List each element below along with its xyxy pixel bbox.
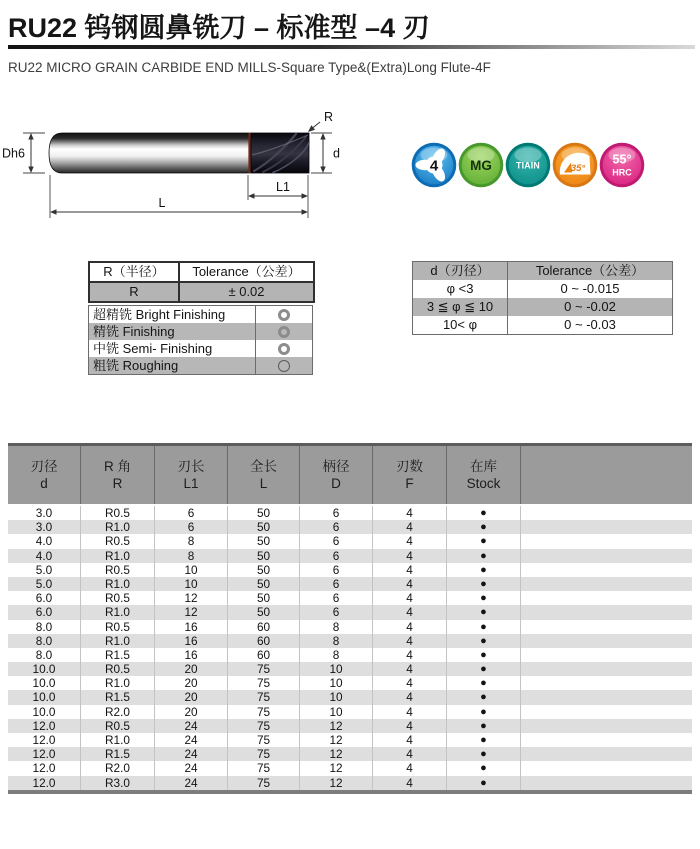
spec-cell-empty bbox=[521, 733, 692, 747]
spec-column-header bbox=[521, 446, 692, 504]
spec-column-header bbox=[155, 446, 228, 504]
finishing-grade-label: 粗铣 Roughing bbox=[93, 358, 179, 373]
spec-cell: 6 bbox=[300, 577, 373, 591]
spec-cell: 12.0 bbox=[8, 719, 81, 733]
stock-dot: ● bbox=[447, 506, 521, 520]
spec-row bbox=[8, 676, 692, 690]
spec-table bbox=[8, 443, 692, 794]
spec-column-header-en: L bbox=[259, 476, 268, 491]
spec-cell-empty bbox=[521, 577, 692, 591]
spec-cell: 12 bbox=[155, 605, 228, 619]
spec-cell: 6 bbox=[300, 605, 373, 619]
spec-row bbox=[8, 705, 692, 719]
radius-tolerance-table bbox=[88, 261, 315, 303]
diameter-range-cell: 3 ≦ φ ≦ 10 bbox=[413, 298, 508, 316]
spec-cell: R1.5 bbox=[81, 690, 155, 704]
spec-column-header-cn: 刃数 bbox=[396, 459, 423, 474]
spec-cell: 50 bbox=[228, 506, 300, 520]
spec-cell: 16 bbox=[155, 634, 228, 648]
tolerance-header-cell: Tolerance（公差） bbox=[535, 263, 645, 278]
spec-cell: 4 bbox=[373, 605, 447, 619]
spec-row bbox=[8, 648, 692, 662]
spec-cell: 24 bbox=[155, 719, 228, 733]
stock-dot: ● bbox=[447, 520, 521, 534]
spec-row bbox=[8, 506, 692, 520]
spec-cell: R1.0 bbox=[81, 676, 155, 690]
spec-column-header-cn: 在库 bbox=[470, 459, 497, 474]
spec-column-header bbox=[447, 446, 521, 504]
coating-label: TIAIN bbox=[516, 160, 540, 171]
stock-dot: ● bbox=[447, 662, 521, 676]
spec-cell-empty bbox=[521, 620, 692, 634]
title-rule bbox=[8, 45, 695, 49]
spec-column-header bbox=[300, 446, 373, 504]
spec-table-header bbox=[8, 446, 692, 506]
spec-cell-empty bbox=[521, 634, 692, 648]
spec-cell: R1.0 bbox=[81, 520, 155, 534]
diameter-tolerance-row bbox=[413, 280, 672, 298]
spec-cell: 6 bbox=[300, 520, 373, 534]
tolerance-value-cell: 0 ~ -0.015 bbox=[560, 281, 620, 296]
spec-cell-empty bbox=[521, 534, 692, 548]
spec-cell: 4 bbox=[373, 549, 447, 563]
spec-row bbox=[8, 747, 692, 761]
spec-row bbox=[8, 690, 692, 704]
spec-cell: 20 bbox=[155, 690, 228, 704]
spec-cell: 10.0 bbox=[8, 662, 81, 676]
spec-cell: 12 bbox=[300, 733, 373, 747]
finishing-grade-label: 中铣 Semi- Finishing bbox=[93, 341, 213, 356]
spec-cell: 4 bbox=[373, 506, 447, 520]
finishing-row bbox=[89, 306, 312, 323]
spec-cell: 4 bbox=[373, 662, 447, 676]
spec-column-header-cn: 全长 bbox=[250, 459, 277, 474]
spec-cell: R1.5 bbox=[81, 747, 155, 761]
label-corner-radius: R bbox=[324, 110, 334, 124]
spec-cell: 75 bbox=[228, 690, 300, 704]
radius-tolerance-header-row bbox=[90, 263, 313, 283]
spec-column-header-cn: R 角 bbox=[104, 459, 131, 474]
stock-dot: ● bbox=[447, 620, 521, 634]
spec-cell: 4 bbox=[373, 733, 447, 747]
stock-dot: ● bbox=[447, 534, 521, 548]
spec-cell: 8.0 bbox=[8, 634, 81, 648]
spec-cell: 8 bbox=[155, 549, 228, 563]
label-shank-diameter: Dh6 bbox=[2, 146, 25, 161]
spec-cell: 60 bbox=[228, 620, 300, 634]
spec-cell: R1.0 bbox=[81, 605, 155, 619]
spec-cell-empty bbox=[521, 605, 692, 619]
spec-cell: 4 bbox=[373, 648, 447, 662]
spec-cell: 4 bbox=[373, 520, 447, 534]
spec-cell: R0.5 bbox=[81, 506, 155, 520]
tolerance-header-cell: Tolerance（公差） bbox=[192, 264, 301, 279]
spec-cell: 75 bbox=[228, 761, 300, 775]
double-circle-icon bbox=[278, 343, 290, 355]
spec-cell: 50 bbox=[228, 534, 300, 548]
spec-cell: 12 bbox=[300, 776, 373, 790]
spec-cell-empty bbox=[521, 662, 692, 676]
spec-cell-empty bbox=[521, 520, 692, 534]
tolerance-value-cell: 0 ~ -0.02 bbox=[564, 299, 616, 314]
spec-row bbox=[8, 549, 692, 563]
spec-cell: R0.5 bbox=[81, 563, 155, 577]
spec-cell: 24 bbox=[155, 776, 228, 790]
spec-cell: 24 bbox=[155, 761, 228, 775]
spec-cell: 75 bbox=[228, 733, 300, 747]
spec-cell: 4 bbox=[373, 563, 447, 577]
spec-cell: 6 bbox=[300, 563, 373, 577]
spec-cell: 4 bbox=[373, 577, 447, 591]
stock-dot: ● bbox=[447, 634, 521, 648]
spec-cell: 10 bbox=[155, 563, 228, 577]
diameter-range-cell: φ <3 bbox=[413, 280, 508, 298]
spec-cell: 50 bbox=[228, 520, 300, 534]
spec-cell: 10.0 bbox=[8, 690, 81, 704]
finishing-row bbox=[89, 340, 312, 357]
spec-row bbox=[8, 591, 692, 605]
finishing-symbol-cell bbox=[255, 323, 312, 340]
spec-column-header bbox=[373, 446, 447, 504]
spec-cell-empty bbox=[521, 648, 692, 662]
tolerance-value-cell: 0 ~ -0.03 bbox=[564, 317, 616, 332]
spec-cell: 8.0 bbox=[8, 648, 81, 662]
spec-cell: 8 bbox=[155, 534, 228, 548]
spec-cell: 50 bbox=[228, 605, 300, 619]
spec-cell-empty bbox=[521, 747, 692, 761]
spec-cell: 12 bbox=[155, 591, 228, 605]
spec-cell: 4 bbox=[373, 690, 447, 704]
radius-tolerance-data-row bbox=[90, 283, 313, 301]
spec-cell: 60 bbox=[228, 634, 300, 648]
stock-dot: ● bbox=[447, 676, 521, 690]
flute-count-badge bbox=[411, 142, 457, 188]
hardness-badge bbox=[599, 142, 645, 188]
spec-cell: R3.0 bbox=[81, 776, 155, 790]
spec-cell: 24 bbox=[155, 747, 228, 761]
spec-cell: 50 bbox=[228, 591, 300, 605]
spec-cell: 6 bbox=[300, 506, 373, 520]
spec-cell: 50 bbox=[228, 549, 300, 563]
spec-column-header-en: Stock bbox=[466, 476, 501, 491]
stock-dot: ● bbox=[447, 719, 521, 733]
spec-column-header bbox=[81, 446, 155, 504]
diameter-tolerance-table bbox=[412, 261, 673, 335]
finishing-symbol-cell bbox=[255, 340, 312, 357]
spec-cell: 12 bbox=[300, 747, 373, 761]
tolerance-value-cell: ± 0.02 bbox=[228, 284, 265, 299]
spec-cell: 16 bbox=[155, 620, 228, 634]
stock-dot: ● bbox=[447, 549, 521, 563]
spec-cell: 60 bbox=[228, 648, 300, 662]
spec-cell: 10 bbox=[300, 690, 373, 704]
spec-row bbox=[8, 733, 692, 747]
spec-cell: R1.0 bbox=[81, 733, 155, 747]
spec-cell: 24 bbox=[155, 733, 228, 747]
spec-cell: 4 bbox=[373, 719, 447, 733]
spec-column-header-en: L1 bbox=[183, 476, 199, 491]
spec-cell: 4 bbox=[373, 705, 447, 719]
hardness-value-label: 55° bbox=[612, 152, 632, 167]
spec-column-header-en: F bbox=[405, 476, 414, 491]
spec-table-body bbox=[8, 506, 692, 790]
spec-cell: 4 bbox=[373, 676, 447, 690]
spec-cell: 12 bbox=[300, 761, 373, 775]
spec-cell: 10 bbox=[300, 705, 373, 719]
spec-row bbox=[8, 534, 692, 548]
spec-cell: 50 bbox=[228, 577, 300, 591]
micro-grain-label: MG bbox=[470, 158, 492, 173]
micro-grain-badge bbox=[458, 142, 504, 188]
spec-cell: 4 bbox=[373, 634, 447, 648]
spec-cell: R0.5 bbox=[81, 591, 155, 605]
hardness-unit-label: HRC bbox=[612, 167, 632, 178]
spec-cell-empty bbox=[521, 506, 692, 520]
spec-row bbox=[8, 662, 692, 676]
radius-value-cell: R bbox=[90, 283, 180, 301]
spec-cell: 10.0 bbox=[8, 676, 81, 690]
spec-cell: 8 bbox=[300, 648, 373, 662]
finishing-grade-label: 超精铣 Bright Finishing bbox=[93, 307, 226, 322]
spec-cell: 75 bbox=[228, 719, 300, 733]
spec-column-header-cn: 刃径 bbox=[30, 459, 58, 474]
helix-angle-label: 35° bbox=[570, 163, 586, 174]
spec-cell: 12.0 bbox=[8, 761, 81, 775]
spec-cell: 4.0 bbox=[8, 534, 81, 548]
diameter-header-cell: d（刃径） bbox=[413, 262, 508, 280]
diameter-tolerance-row bbox=[413, 316, 672, 334]
spec-cell: 6.0 bbox=[8, 591, 81, 605]
double-circle-icon bbox=[278, 309, 290, 321]
spec-cell: 75 bbox=[228, 776, 300, 790]
spec-cell: R2.0 bbox=[81, 761, 155, 775]
single-circle-icon bbox=[278, 360, 290, 372]
spec-cell: 4.0 bbox=[8, 549, 81, 563]
spec-cell: 12.0 bbox=[8, 733, 81, 747]
spec-column-header bbox=[228, 446, 300, 504]
stock-dot: ● bbox=[447, 577, 521, 591]
spec-cell: 12.0 bbox=[8, 747, 81, 761]
spec-cell-empty bbox=[521, 776, 692, 790]
stock-dot: ● bbox=[447, 776, 521, 790]
stock-dot: ● bbox=[447, 690, 521, 704]
spec-cell: R1.0 bbox=[81, 549, 155, 563]
spec-cell-empty bbox=[521, 549, 692, 563]
spec-cell: 75 bbox=[228, 676, 300, 690]
finishing-row bbox=[89, 357, 312, 374]
spec-row bbox=[8, 563, 692, 577]
finishing-symbol-cell bbox=[255, 306, 312, 323]
stock-dot: ● bbox=[447, 605, 521, 619]
stock-dot: ● bbox=[447, 648, 521, 662]
spec-cell: 6 bbox=[300, 549, 373, 563]
spec-row bbox=[8, 634, 692, 648]
label-flute-length: L1 bbox=[276, 180, 290, 194]
page-title: RU22 钨钢圆鼻铣刀 – 标准型 –4 刃 bbox=[8, 13, 430, 43]
spec-cell-empty bbox=[521, 676, 692, 690]
spec-cell: 4 bbox=[373, 620, 447, 634]
spec-cell: R0.5 bbox=[81, 620, 155, 634]
spec-cell-empty bbox=[521, 719, 692, 733]
spec-table-bottom-border bbox=[8, 790, 692, 794]
spec-cell: 3.0 bbox=[8, 520, 81, 534]
spec-row bbox=[8, 520, 692, 534]
spec-cell: 6 bbox=[155, 506, 228, 520]
spec-row bbox=[8, 605, 692, 619]
spec-cell: 12 bbox=[300, 719, 373, 733]
spec-cell: R0.5 bbox=[81, 719, 155, 733]
spec-row bbox=[8, 761, 692, 775]
label-cutting-diameter: d bbox=[333, 146, 340, 161]
finishing-table bbox=[88, 305, 313, 375]
stock-dot: ● bbox=[447, 761, 521, 775]
diameter-tolerance-row bbox=[413, 298, 672, 316]
spec-cell-empty bbox=[521, 563, 692, 577]
spec-cell-empty bbox=[521, 705, 692, 719]
spec-cell: 3.0 bbox=[8, 506, 81, 520]
spec-row bbox=[8, 577, 692, 591]
stock-dot: ● bbox=[447, 563, 521, 577]
spec-cell-empty bbox=[521, 690, 692, 704]
spec-cell-empty bbox=[521, 761, 692, 775]
spec-cell: 6 bbox=[300, 591, 373, 605]
spec-row bbox=[8, 719, 692, 733]
helix-angle-badge bbox=[552, 142, 598, 188]
spec-cell: 8 bbox=[300, 634, 373, 648]
spec-cell: R1.5 bbox=[81, 648, 155, 662]
spec-cell: 10 bbox=[155, 577, 228, 591]
spec-cell: 5.0 bbox=[8, 563, 81, 577]
spec-cell: R0.5 bbox=[81, 534, 155, 548]
spec-cell: 6.0 bbox=[8, 605, 81, 619]
spec-column-header-en: D bbox=[331, 476, 341, 491]
spec-cell: 75 bbox=[228, 662, 300, 676]
spec-cell: 20 bbox=[155, 705, 228, 719]
double-circle-icon bbox=[278, 326, 290, 338]
spec-column-header-cn: 刃长 bbox=[177, 459, 205, 474]
spec-cell: 10 bbox=[300, 662, 373, 676]
spec-cell-empty bbox=[521, 591, 692, 605]
spec-cell: 4 bbox=[373, 534, 447, 548]
spec-cell: 75 bbox=[228, 705, 300, 719]
spec-cell: R1.0 bbox=[81, 634, 155, 648]
spec-column-header-en: d bbox=[40, 476, 48, 491]
finishing-symbol-cell bbox=[255, 357, 312, 374]
finishing-row bbox=[89, 323, 312, 340]
spec-cell: 4 bbox=[373, 591, 447, 605]
end-mill-diagram bbox=[0, 108, 345, 245]
spec-cell: 4 bbox=[373, 747, 447, 761]
spec-cell: 5.0 bbox=[8, 577, 81, 591]
spec-column-header-cn: 柄径 bbox=[322, 459, 350, 474]
spec-row bbox=[8, 776, 692, 790]
feature-badges bbox=[411, 142, 645, 188]
radius-header-cell: R（半径） bbox=[90, 263, 180, 281]
finishing-grade-label: 精铣 Finishing bbox=[93, 324, 175, 339]
spec-cell: 6 bbox=[155, 520, 228, 534]
stock-dot: ● bbox=[447, 733, 521, 747]
diameter-range-cell: 10< φ bbox=[413, 316, 508, 334]
spec-cell: 20 bbox=[155, 676, 228, 690]
spec-cell: 75 bbox=[228, 747, 300, 761]
spec-cell: 4 bbox=[373, 761, 447, 775]
spec-cell: 20 bbox=[155, 662, 228, 676]
diameter-tolerance-header-row bbox=[413, 262, 672, 280]
spec-cell: 12.0 bbox=[8, 776, 81, 790]
stock-dot: ● bbox=[447, 705, 521, 719]
spec-cell: R0.5 bbox=[81, 662, 155, 676]
spec-column-header bbox=[8, 446, 81, 504]
spec-cell: 10 bbox=[300, 676, 373, 690]
shank-shape bbox=[49, 133, 250, 173]
flute-count-label: 4 bbox=[429, 157, 439, 175]
spec-column-header-en: R bbox=[112, 476, 123, 491]
spec-cell: 10.0 bbox=[8, 705, 81, 719]
stock-dot: ● bbox=[447, 591, 521, 605]
spec-cell: 4 bbox=[373, 776, 447, 790]
spec-cell: 16 bbox=[155, 648, 228, 662]
page-subtitle: RU22 MICRO GRAIN CARBIDE END MILLS-Square Type&(Extra)Long Flute-4F bbox=[8, 60, 491, 75]
spec-cell: R2.0 bbox=[81, 705, 155, 719]
spec-cell: 8.0 bbox=[8, 620, 81, 634]
spec-cell: 8 bbox=[300, 620, 373, 634]
spec-cell: 50 bbox=[228, 563, 300, 577]
spec-row bbox=[8, 620, 692, 634]
label-overall-length: L bbox=[158, 196, 166, 210]
spec-cell: R1.0 bbox=[81, 577, 155, 591]
coating-badge bbox=[505, 142, 551, 188]
spec-cell: 6 bbox=[300, 534, 373, 548]
stock-dot: ● bbox=[447, 747, 521, 761]
